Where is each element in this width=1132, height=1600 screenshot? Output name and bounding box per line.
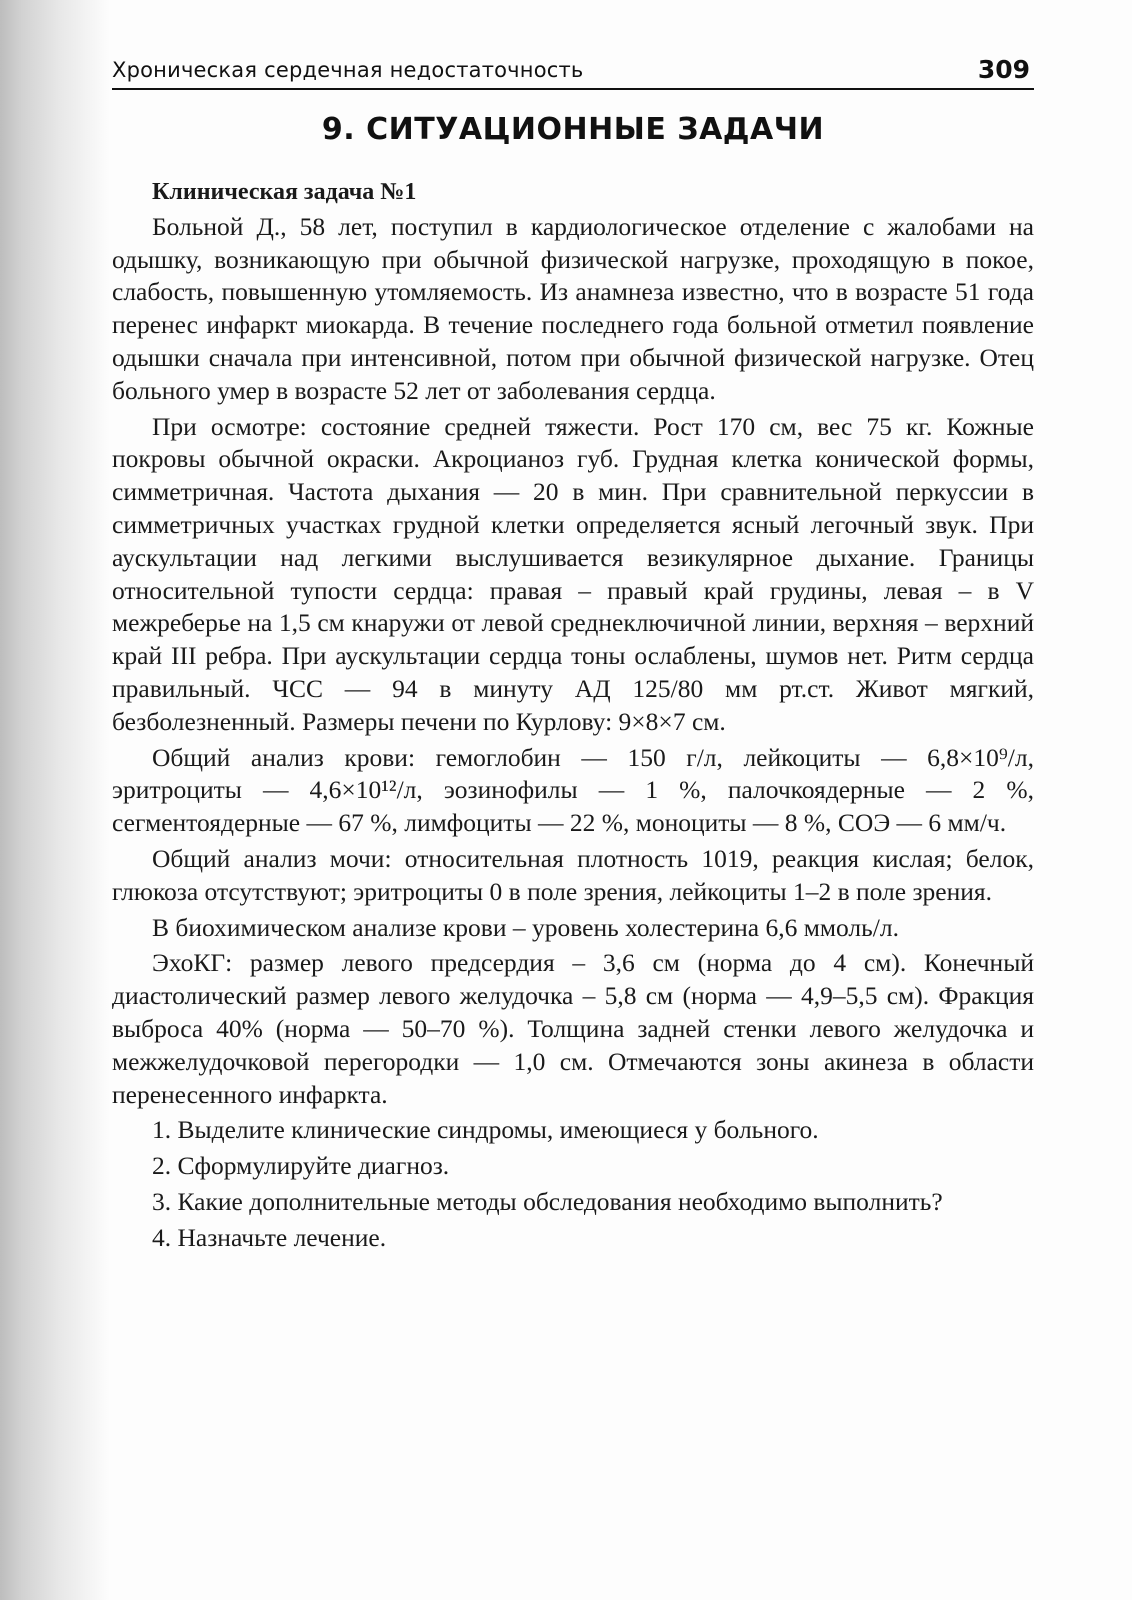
biochemistry-paragraph: В биохимическом анализе крови – уровень холестерина 6,6 ммоль/л.	[152, 912, 899, 942]
page-number: 309	[977, 55, 1030, 84]
question-item: 1. Выделите клинические синдромы, имеющиеся у больного.	[152, 1115, 819, 1145]
running-header	[112, 54, 1034, 90]
task-title: Клиническая задача №1	[152, 179, 417, 205]
blood-test-paragraph: Общий анализ крови: гемоглобин — 150 г/л, лейкоциты — 6,8×10⁹/л, эритроциты — 4,6×10¹²/л, эозинофилы — 1 %, палочкоядерные — 2 %, сегментоядерные — 67 %, лимфоциты — 22 %, моноциты — 8 %, СОЭ — 6 мм/ч.	[112, 742, 1034, 838]
question-item: 2. Сформулируйте диагноз.	[152, 1151, 450, 1181]
binding-shadow	[0, 0, 110, 1600]
question-item: 3. Какие дополнительные методы обследования необходимо выполнить?	[152, 1186, 943, 1216]
complaints-paragraph: Больной Д., 58 лет, поступил в кардиологическое отделение с жалобами на одышку, возникающую при обычной физической нагрузке, проходящую в покое, слабость, повышенную утомляемость. Из анамнеза известно, что в возрасте 51 года перенес инфаркт миокарда. В течение последнего года больной отметил появление одышки сначала при интенсивной, потом при обычной физической нагрузке. Отец больного умер в возрасте 52 лет от заболевания сердца.	[112, 211, 1034, 405]
running-title: Хроническая сердечная недостаточность	[112, 58, 584, 82]
echocardiography-paragraph: ЭхоКГ: размер левого предсердия – 3,6 см (норма до 4 см). Конечный диастолический размер левого желудочка – 5,8 см (норма — 4,9–5,5 см). Фракция выброса 40% (норма — 50–70 %). Толщина задней стенки левого желудочка и межжелудочковой перегородки — 1,0 см. Отмечаются зоны акинеза в области перенесенного инфаркта.	[112, 948, 1034, 1109]
task-body	[112, 176, 1034, 1255]
examination-paragraph: При осмотре: состояние средней тяжести. Рост 170 см, вес 75 кг. Кожные покровы обычной окраски. Акроцианоз губ. Грудная клетка конической формы, симметричная. Частота дыхания — 20 в мин. При сравнительной перкуссии в симметричных участках грудной клетки определяется ясный легочный звук. При аускультации над легкими выслушивается везикулярное дыхание. Границы относительной тупости сердца: правая – правый край грудины, левая – в V межреберье на 1,5 см кнаружи от левой среднеключичной линии, верхняя – верхний край III ребра. При аускультации сердца тоны ослаблены, шумов нет. Ритм сердца правильный. ЧСС — 94 в минуту АД 125/80 мм рт.ст. Живот мягкий, безболезненный. Размеры печени по Курлову: 9×8×7 см.	[112, 411, 1034, 736]
section-heading: 9. СИТУАЦИОННЫЕ ЗАДАЧИ	[321, 112, 825, 147]
urine-test-paragraph: Общий анализ мочи: относительная плотность 1019, реакция кислая; белок, глюкоза отсутствуют; эритроциты 0 в поле зрения, лейкоциты 1–2 в поле зрения.	[112, 843, 1034, 906]
question-item: 4. Назначьте лечение.	[152, 1222, 387, 1252]
